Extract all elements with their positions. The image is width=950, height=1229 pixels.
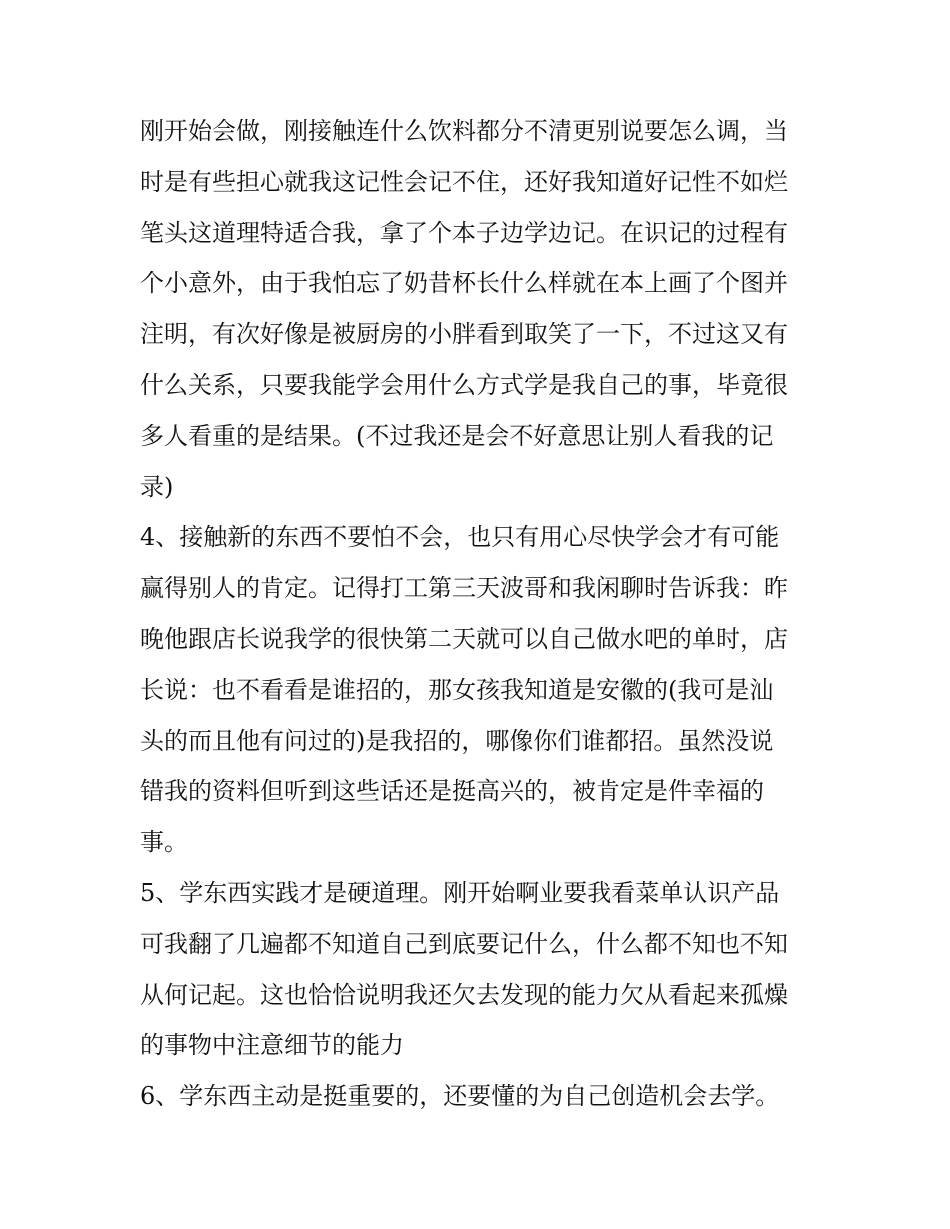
text-line: 长说：也不看看是谁招的，那女孩我知道是安徽的(我可是汕 — [140, 675, 774, 704]
text-line: 5、学东西实践才是硬道理。刚开始啊业要我看菜单认识产品 — [140, 878, 780, 907]
text-line: 6、学东西主动是挺重要的，还要懂的为自己创造机会去学。 — [140, 1082, 780, 1111]
text-line: 时是有些担心就我这记性会记不住，还好我知道好记性不如烂 — [140, 167, 788, 196]
text-line: 笔头这道理特适合我，拿了个本子边学边记。在识记的过程有 — [140, 218, 788, 247]
text-line: 录) — [140, 472, 174, 501]
body-text — [140, 106, 820, 1122]
text-line: 4、接触新的东西不要怕不会，也只有用心尽快学会才有可能 — [140, 523, 780, 552]
text-line: 事。 — [140, 828, 188, 857]
text-line: 可我翻了几遍都不知道自己到底要记什么，什么都不知也不知 — [140, 929, 788, 958]
text-line: 刚开始会做，刚接触连什么饮料都分不清更别说要怎么调，当 — [140, 117, 788, 145]
text-line: 从何记起。这也恰恰说明我还欠去发现的能力欠从看起来孤燥 — [140, 980, 788, 1009]
text-line: 个小意外，由于我怕忘了奶昔杯长什么样就在本上画了个图并 — [140, 269, 788, 298]
text-line: 赢得别人的肯定。记得打工第三天波哥和我闲聊时告诉我：昨 — [140, 574, 788, 603]
text-line: 晚他跟店长说我学的很快第二天就可以自己做水吧的单时，店 — [140, 624, 788, 653]
text-line: 头的而且他有问过的)是我招的，哪像你们谁都招。虽然没说 — [140, 726, 774, 755]
text-line: 错我的资料但听到这些话还是挺高兴的，被肯定是件幸福的 — [140, 777, 764, 806]
text-line: 什么关系，只要我能学会用什么方式学是我自己的事，毕竟很 — [140, 370, 788, 399]
text-line: 的事物中注意细节的能力 — [140, 1031, 404, 1060]
text-line: 注明，有次好像是被厨房的小胖看到取笑了一下，不过这又有 — [140, 320, 788, 349]
text-line: 多人看重的是结果。(不过我还是会不好意思让别人看我的记 — [140, 421, 774, 450]
